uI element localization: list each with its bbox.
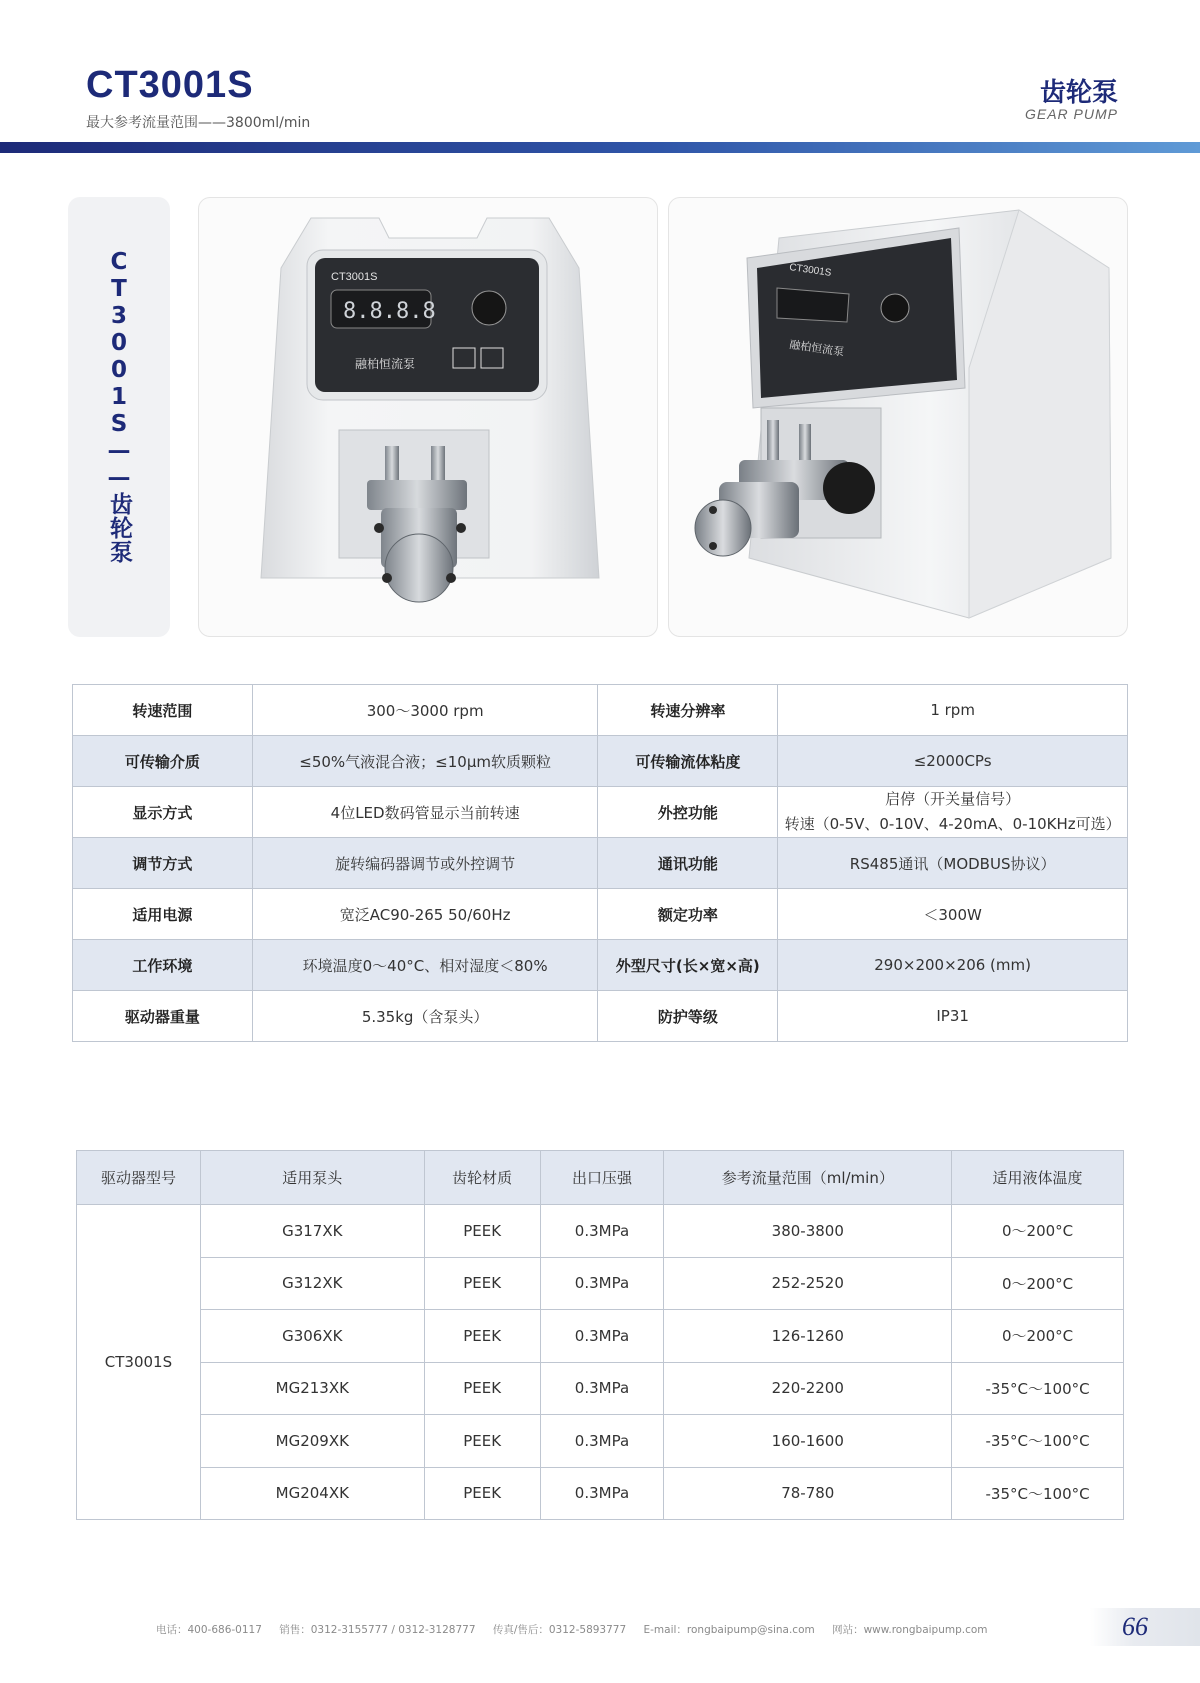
flow-cell: 78-780 xyxy=(664,1467,952,1520)
footer-email[interactable]: E-mail：rongbaipump@sina.com xyxy=(643,1624,815,1636)
material-cell: PEEK xyxy=(424,1205,540,1258)
spec-label: 额定功率 xyxy=(598,889,778,940)
footer-phone: 电话：400-686-0117 xyxy=(156,1624,262,1636)
spec-value-line: 启停（开关量信号） xyxy=(885,790,1021,808)
spec-table xyxy=(72,684,1128,1042)
table-row xyxy=(77,1467,1124,1520)
model-table xyxy=(76,1150,1124,1520)
flow-cell: 220-2200 xyxy=(664,1362,952,1415)
spec-value-multiline xyxy=(778,787,1128,838)
pump-head-cell: G317XK xyxy=(200,1205,424,1258)
pump-angled-illustration xyxy=(669,198,1128,637)
spec-value: 4位LED数码管显示当前转速 xyxy=(252,787,598,838)
table-row xyxy=(77,1257,1124,1310)
temperature-cell: -35°C～100°C xyxy=(952,1362,1124,1415)
pressure-cell: 0.3MPa xyxy=(540,1467,664,1520)
column-header: 出口压强 xyxy=(540,1151,664,1205)
spec-value: 300～3000 rpm xyxy=(252,685,598,736)
spec-label: 转速分辨率 xyxy=(598,685,778,736)
spec-row xyxy=(73,736,1128,787)
spec-row xyxy=(73,838,1128,889)
pressure-cell: 0.3MPa xyxy=(540,1257,664,1310)
spec-value: IP31 xyxy=(778,991,1128,1042)
pressure-cell: 0.3MPa xyxy=(540,1362,664,1415)
panel-brand-label: 融柏恒流泵 xyxy=(355,357,416,371)
pressure-cell: 0.3MPa xyxy=(540,1310,664,1363)
spec-value: ≤2000CPs xyxy=(778,736,1128,787)
material-cell: PEEK xyxy=(424,1415,540,1468)
product-photo-front xyxy=(198,197,658,637)
flow-cell: 380-3800 xyxy=(664,1205,952,1258)
spec-value: 290×200×206 (mm) xyxy=(778,940,1128,991)
spec-label: 外控功能 xyxy=(598,787,778,838)
material-cell: PEEK xyxy=(424,1362,540,1415)
category-title-en: GEAR PUMP xyxy=(1024,106,1118,122)
spec-label: 调节方式 xyxy=(73,838,253,889)
panel-model-label: CT3001S xyxy=(331,271,378,283)
column-header: 参考流量范围（ml/min） xyxy=(664,1151,952,1205)
category-title: 齿轮泵 xyxy=(1039,78,1118,108)
column-header: 适用泵头 xyxy=(200,1151,424,1205)
spec-value: 5.35kg（含泵头） xyxy=(252,991,598,1042)
footer-sales: 销售：0312-3155777 / 0312-3128777 xyxy=(279,1624,476,1636)
spec-row xyxy=(73,940,1128,991)
table-row xyxy=(77,1415,1124,1468)
pump-head-cell: G312XK xyxy=(200,1257,424,1310)
spec-value-line: 转速（0-5V、0-10V、4-20mA、0-10KHz可选） xyxy=(784,815,1121,833)
column-header: 适用液体温度 xyxy=(952,1151,1124,1205)
pump-head-cell: MG209XK xyxy=(200,1415,424,1468)
panel-brand-label-2: 融柏恒流泵 xyxy=(788,338,845,359)
pump-head-cell: MG204XK xyxy=(200,1467,424,1520)
footer-website[interactable]: 网站：www.rongbaipump.com xyxy=(832,1624,988,1636)
spec-value: 宽泛AC90-265 50/60Hz xyxy=(252,889,598,940)
page-subtitle: 最大参考流量范围——3800ml/min xyxy=(86,115,311,131)
spec-row xyxy=(73,787,1128,838)
spec-value: 1 rpm xyxy=(778,685,1128,736)
flow-cell: 160-1600 xyxy=(664,1415,952,1468)
spec-value: ≤50%气液混合液；≤10μm软质颗粒 xyxy=(252,736,598,787)
temperature-cell: -35°C～100°C xyxy=(952,1415,1124,1468)
spec-value: 旋转编码器调节或外控调节 xyxy=(252,838,598,889)
temperature-cell: 0～200°C xyxy=(952,1205,1124,1258)
table-row xyxy=(77,1362,1124,1415)
spec-row xyxy=(73,991,1128,1042)
pump-head-cell: G306XK xyxy=(200,1310,424,1363)
pump-head-cell: MG213XK xyxy=(200,1362,424,1415)
side-tab-label: CT3001S——齿轮泵 xyxy=(106,249,132,564)
header-gradient-bar xyxy=(0,142,1200,153)
spec-label: 工作环境 xyxy=(73,940,253,991)
spec-label: 转速范围 xyxy=(73,685,253,736)
material-cell: PEEK xyxy=(424,1257,540,1310)
spec-label: 显示方式 xyxy=(73,787,253,838)
side-tab xyxy=(68,197,170,637)
spec-label: 驱动器重量 xyxy=(73,991,253,1042)
product-photo-angled xyxy=(668,197,1128,637)
page-title: CT3001S xyxy=(86,64,254,106)
spec-value: 环境温度0～40°C、相对湿度＜80% xyxy=(252,940,598,991)
spec-label: 可传输介质 xyxy=(73,736,253,787)
pump-front-illustration xyxy=(199,198,658,637)
footer-contact xyxy=(156,1622,1002,1637)
spec-label: 防护等级 xyxy=(598,991,778,1042)
table-row xyxy=(77,1205,1124,1258)
temperature-cell: -35°C～100°C xyxy=(952,1467,1124,1520)
temperature-cell: 0～200°C xyxy=(952,1310,1124,1363)
pressure-cell: 0.3MPa xyxy=(540,1205,664,1258)
column-header: 齿轮材质 xyxy=(424,1151,540,1205)
model-table-header xyxy=(77,1151,1124,1205)
spec-label: 外型尺寸(长×宽×高) xyxy=(598,940,778,991)
spec-label: 通讯功能 xyxy=(598,838,778,889)
material-cell: PEEK xyxy=(424,1310,540,1363)
spec-value: RS485通讯（MODBUS协议） xyxy=(778,838,1128,889)
table-row xyxy=(77,1310,1124,1363)
pressure-cell: 0.3MPa xyxy=(540,1415,664,1468)
flow-cell: 126-1260 xyxy=(664,1310,952,1363)
material-cell: PEEK xyxy=(424,1467,540,1520)
panel-display: 8.8.8.8 xyxy=(343,299,436,324)
spec-row xyxy=(73,685,1128,736)
spec-label: 可传输流体粘度 xyxy=(598,736,778,787)
spec-label: 适用电源 xyxy=(73,889,253,940)
footer-fax: 传真/售后：0312-5893777 xyxy=(492,1624,627,1636)
driver-model-cell: CT3001S xyxy=(77,1205,201,1520)
spec-row xyxy=(73,889,1128,940)
flow-cell: 252-2520 xyxy=(664,1257,952,1310)
column-header: 驱动器型号 xyxy=(77,1151,201,1205)
page-number: 66 xyxy=(1122,1612,1148,1641)
spec-value: ＜300W xyxy=(778,889,1128,940)
panel-model-label-2: CT3001S xyxy=(788,262,832,279)
temperature-cell: 0～200°C xyxy=(952,1257,1124,1310)
